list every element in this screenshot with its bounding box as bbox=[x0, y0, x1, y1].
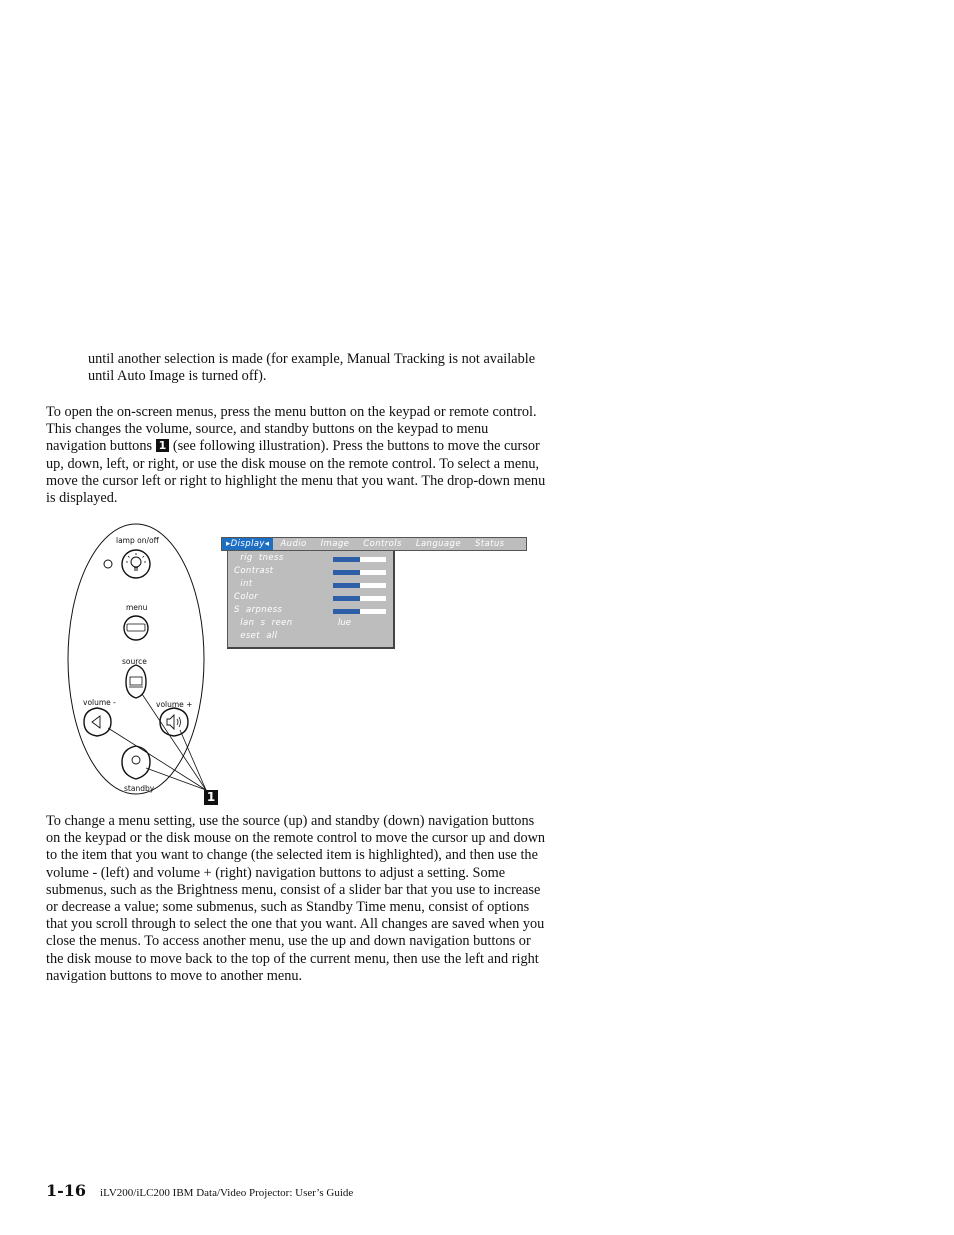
paragraph-change-setting: To change a menu setting, use the source (up) and standby (down) navigation buttons on the keypad or the disk mouse on the remote control to move the cursor up and down to the item that you want to change (the selected item is highlighted), and then use the volume - (left) and volume + (right) navigation buttons to adjust a setting. Some submenus, such as the Brightness menu, consist of a slider bar that you use to increase or decrease a value; some submenus, such as Standby Time menu, consist of options that you scroll through to select the one that you want. All changes are saved when you close the menus. To access another menu, use the up and down navigation buttons or the disk mouse to move back to the top of the current menu, then use the left and right navigation buttons to move to another menu. bbox=[46, 813, 546, 984]
osd-tab-controls[interactable]: Controls bbox=[363, 539, 402, 549]
osd-slider-bar[interactable] bbox=[333, 609, 386, 614]
osd-display-dropdown bbox=[227, 551, 395, 649]
osd-tab-audio[interactable]: Audio bbox=[280, 539, 307, 549]
page-number: 1-16 bbox=[46, 1181, 87, 1200]
paragraph-open-menus-text-2: (see following illustration). Press the buttons to move the cursor up, down, left, or right, or use the disk mouse on the remote control. To select a menu, move the cursor left or right to highlight the menu that you want. The drop-down menu is displayed. bbox=[46, 438, 546, 507]
osd-slider-fill bbox=[333, 583, 360, 588]
menu-button-icon bbox=[124, 616, 148, 640]
osd-menu-bar bbox=[221, 537, 527, 551]
remote-keypad-drawing bbox=[60, 522, 220, 812]
osd-menu-item[interactable]: lan s reen bbox=[234, 618, 293, 628]
source-label: source bbox=[122, 657, 147, 666]
osd-slider-bar[interactable] bbox=[333, 596, 386, 601]
callout-marker: 1 bbox=[156, 439, 170, 452]
volume-minus-label: volume - bbox=[83, 698, 116, 707]
osd-menu-item[interactable]: Color bbox=[234, 592, 259, 602]
osd-tab-display[interactable]: ▸Display◂ bbox=[222, 538, 273, 550]
osd-slider-bar[interactable] bbox=[333, 583, 386, 588]
volume-minus-button-icon bbox=[84, 708, 111, 736]
volume-plus-label: volume + bbox=[156, 700, 193, 709]
standby-button-icon bbox=[122, 746, 150, 779]
lamp-button-icon bbox=[122, 550, 150, 578]
osd-tab-language[interactable]: Language bbox=[415, 539, 461, 549]
osd-slider-bar[interactable] bbox=[333, 557, 386, 562]
page-footer bbox=[46, 1181, 353, 1200]
osd-menu-item[interactable]: Contrast bbox=[234, 566, 274, 576]
osd-item-value: lue bbox=[338, 618, 351, 628]
lamp-on-off-label: lamp on/off bbox=[116, 536, 159, 545]
standby-label: standby bbox=[124, 784, 155, 793]
osd-tab-image[interactable]: Image bbox=[320, 539, 350, 549]
osd-slider-fill bbox=[333, 609, 360, 614]
osd-menu-item[interactable]: rig tness bbox=[234, 553, 284, 563]
osd-slider-bar[interactable] bbox=[333, 570, 386, 575]
osd-menu-item[interactable]: eset all bbox=[234, 631, 278, 641]
paragraph-open-menus bbox=[46, 404, 551, 507]
footer-title: iLV200/iLC200 IBM Data/Video Projector: User’s Guide bbox=[100, 1187, 354, 1199]
osd-slider-fill bbox=[333, 557, 360, 562]
osd-slider-fill bbox=[333, 570, 360, 575]
figure-callout-1: 1 bbox=[204, 790, 218, 805]
osd-menu-item[interactable]: int bbox=[234, 579, 253, 589]
paragraph-intro: until another selection is made (for example, Manual Tracking is not available until Auto Image is turned off). bbox=[88, 351, 536, 385]
source-button-icon bbox=[126, 665, 146, 698]
menu-illustration bbox=[60, 522, 540, 812]
lamp-indicator-icon bbox=[104, 560, 112, 568]
volume-plus-button-icon bbox=[160, 708, 188, 736]
menu-label: menu bbox=[126, 603, 148, 612]
paragraph-open-menus-text-1: To open the on-screen menus, press the menu button on the keypad or remote control. This changes the volume, source, and standby buttons on the keypad to menu navigation buttons bbox=[46, 404, 537, 455]
osd-menu-item[interactable]: S arpness bbox=[234, 605, 283, 615]
osd-tab-status[interactable]: Status bbox=[474, 539, 505, 549]
osd-slider-fill bbox=[333, 596, 360, 601]
